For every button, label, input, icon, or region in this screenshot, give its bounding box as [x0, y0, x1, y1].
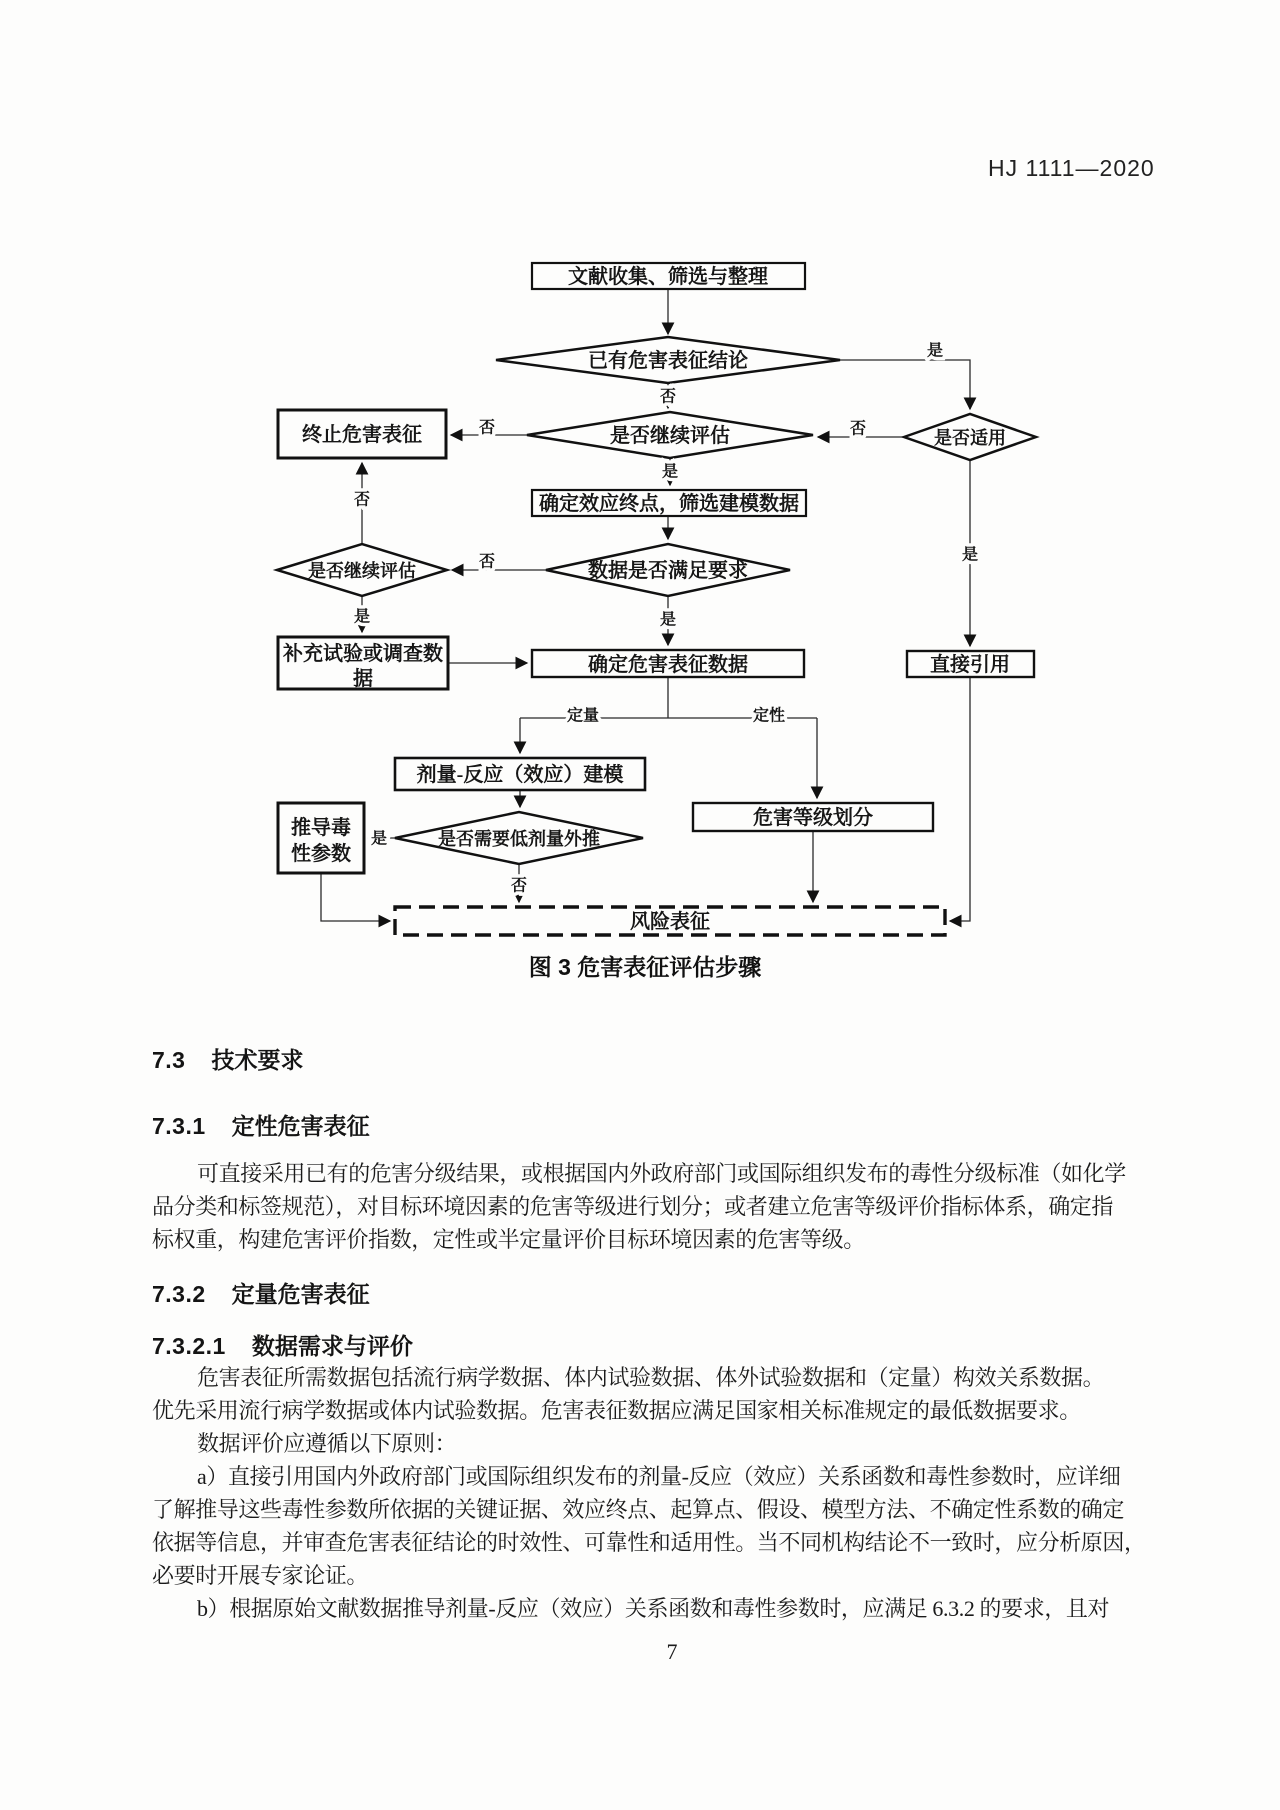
node-label-low-dose-extrapolation: 是否需要低剂量外推 [438, 829, 600, 849]
section-title: 技术要求 [211, 1047, 304, 1073]
node-label-supplement-data-line2: 据 [353, 668, 373, 690]
node-label-applicable: 是否适用 [934, 428, 1006, 448]
edge-label-no: 否 [478, 553, 496, 571]
paragraph-line: 了解推导这些毒性参数所依据的关键证据、效应终点、起算点、假设、模型方法、不确定性系数的确定 [152, 1497, 1125, 1522]
node-label-literature-collection: 文献收集、筛选与整理 [568, 266, 768, 288]
node-label-dose-response-modeling: 剂量-反应（效应）建模 [416, 764, 624, 786]
paragraph-line: 品分类和标签规范），对目标环境因素的危害等级进行划分；或者建立危害等级评价指标体系，确定指 [152, 1194, 1114, 1219]
node-label-effect-endpoint: 确定效应终点，筛选建模数据 [539, 493, 799, 515]
paragraph-line: 数据评价应遵循以下原则： [197, 1431, 457, 1456]
edge-label-yes: 是 [370, 830, 388, 848]
paragraph-line: 优先采用流行病学数据或体内试验数据。危害表征数据应满足国家相关标准规定的最低数据要求。 [152, 1398, 1081, 1423]
edge-label-yes: 是 [961, 546, 979, 564]
section-number: 7.3.2.1 [152, 1333, 226, 1359]
node-label-terminate-characterization: 终止危害表征 [302, 424, 422, 446]
figure-caption: 图 3 危害表征评估步骤 [528, 954, 762, 980]
section-number: 7.3.1 [152, 1113, 206, 1139]
node-label-existing-conclusion: 已有危害表征结论 [588, 350, 748, 372]
section-heading-7-3 [152, 1042, 303, 1075]
edge-label-yes: 是 [926, 342, 944, 360]
node-label-derive-toxicity-line1: 推导毒 [291, 817, 351, 839]
section-number: 7.3.2 [152, 1281, 206, 1307]
section-title: 数据需求与评价 [251, 1333, 413, 1359]
edge-label-no: 否 [353, 491, 371, 509]
paragraph-line: a）直接引用国内外政府部门或国际组织发布的剂量-反应（效应）关系函数和毒性参数时，应详细 [197, 1464, 1121, 1489]
edge-label-qualitative: 定性 [752, 707, 786, 725]
paragraph-line: 依据等信息，并审查危害表征结论的时效性、可靠性和适用性。当不同机构结论不一致时，应分析原因， [152, 1530, 1146, 1555]
section-title: 定量危害表征 [231, 1281, 370, 1307]
edge-label-no: 否 [659, 388, 677, 406]
node-label-supplement-data-line1: 补充试验或调查数 [283, 643, 443, 665]
section-number: 7.3 [152, 1047, 186, 1073]
edge-label-yes: 是 [659, 611, 677, 629]
page-number: 7 [666, 1639, 678, 1664]
edge-label-no: 否 [849, 420, 867, 438]
section-heading-7-3-1 [152, 1108, 370, 1141]
paragraph-line: 标权重，构建危害评价指数，定性或半定量评价目标环境因素的危害等级。 [152, 1227, 865, 1252]
paragraph-line: 必要时开展专家论证。 [152, 1563, 369, 1588]
edge-label-no: 否 [510, 877, 528, 895]
paragraph-line: 危害表征所需数据包括流行病学数据、体内试验数据、体外试验数据和（定量）构效关系数据。 [197, 1365, 1105, 1390]
paragraph-line: 可直接采用已有的危害分级结果，或根据国内外政府部门或国际组织发布的毒性分级标准（如化学 [197, 1161, 1126, 1186]
page-header: HJ 1111—2020 [988, 155, 1155, 181]
node-label-continue-assessment-1: 是否继续评估 [610, 425, 730, 447]
node-label-direct-citation: 直接引用 [930, 654, 1010, 676]
section-heading-7-3-2 [152, 1276, 370, 1309]
section-heading-7-3-2-1 [152, 1328, 413, 1361]
node-label-determine-data: 确定危害表征数据 [588, 654, 748, 676]
edge-label-quantitative: 定量 [566, 707, 600, 725]
node-label-data-requirement: 数据是否满足要求 [588, 560, 748, 582]
section-title: 定性危害表征 [231, 1113, 370, 1139]
node-label-hazard-grading: 危害等级划分 [753, 807, 873, 829]
node-label-continue-assessment-2: 是否继续评估 [308, 561, 416, 581]
edge-label-yes: 是 [353, 608, 371, 626]
edge-label-no: 否 [478, 419, 496, 437]
node-label-derive-toxicity-line2: 性参数 [291, 843, 351, 865]
paragraph-line: b）根据原始文献数据推导剂量-反应（效应）关系函数和毒性参数时，应满足 6.3.2 的要求，且对 [197, 1596, 1110, 1621]
edge-label-yes: 是 [661, 463, 679, 481]
node-label-risk-characterization: 风险表征 [630, 911, 710, 933]
